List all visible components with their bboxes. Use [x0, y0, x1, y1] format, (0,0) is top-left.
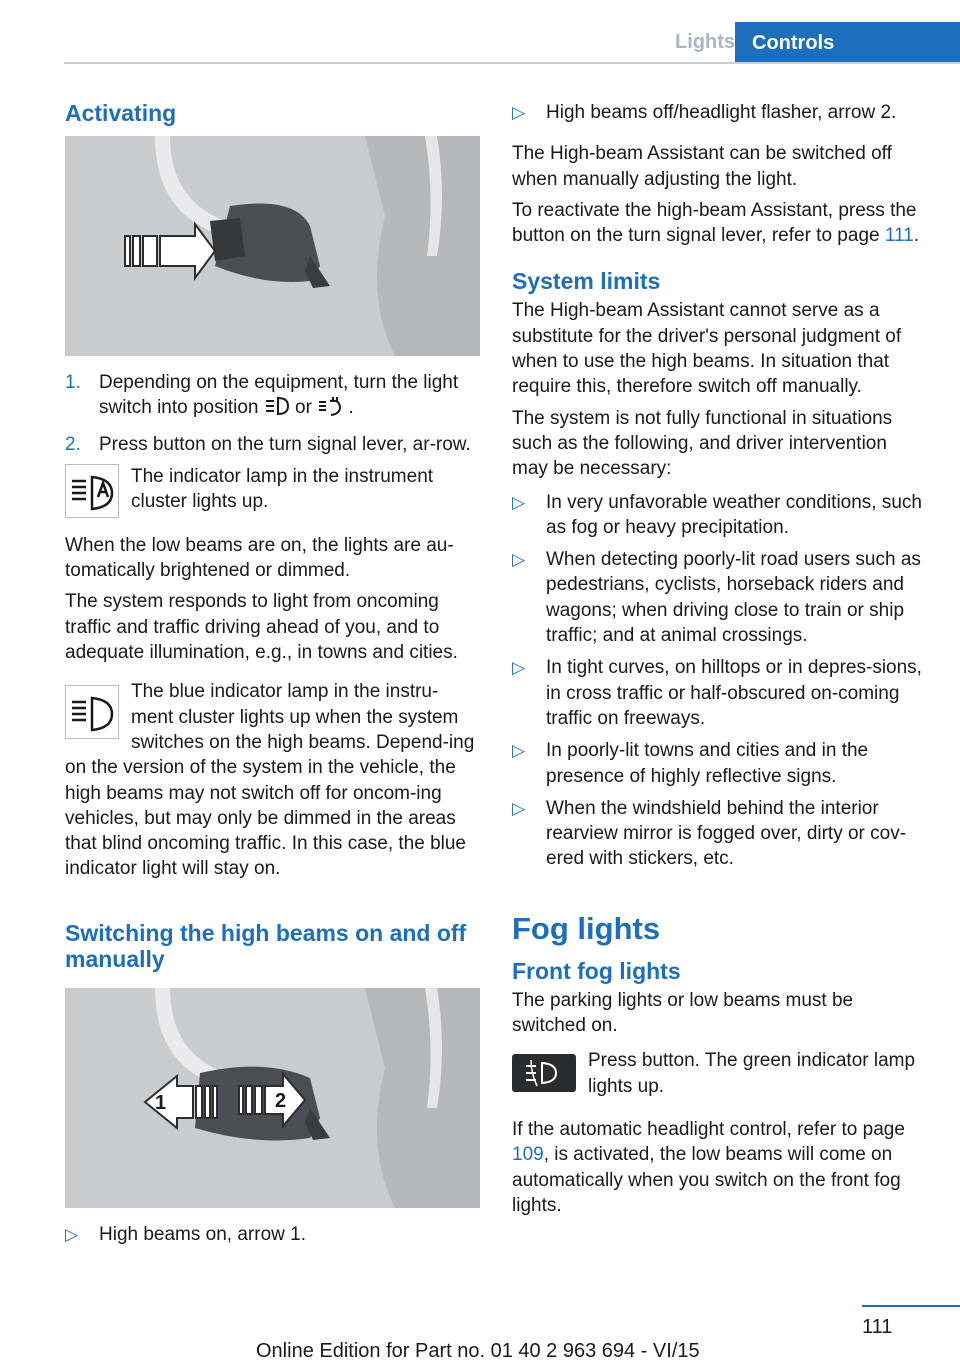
limit-bullet-text: In very unfavorable weather conditions, such as fog or heavy precipitation. — [546, 491, 922, 538]
system-limits-heading: System limits — [512, 268, 661, 295]
section-tab-lights: Lights — [675, 31, 735, 53]
limit-bullet-text: In tight curves, on hilltops or in depres-sions, in cross traffic or half-obscured on-coming traffic on freeways. — [546, 657, 922, 729]
para-reactivate — [512, 198, 928, 249]
high-beam-indicator-icon — [65, 685, 119, 739]
triangle-bullet-icon: ▷ — [512, 550, 526, 570]
para-switch-off: The High-beam Assistant can be switched off when manually adjusting the light. — [512, 143, 892, 190]
triangle-bullet-icon: ▷ — [512, 658, 526, 678]
triangle-bullet-icon: ▷ — [65, 1224, 79, 1244]
high-beam-assistant-position-icon — [264, 395, 290, 424]
triangle-bullet-icon: ▷ — [512, 798, 526, 818]
fog-para-1: The parking lights or low beams must be switched on. — [512, 989, 854, 1037]
limit-bullet-text: When the windshield behind the interior rearview mirror is fogged over, dirty or cov-ered with stickers, etc. — [546, 797, 907, 870]
limit-bullet — [512, 655, 928, 731]
limit-bullet — [512, 738, 928, 789]
limits-para-1: The High-beam Assistant cannot serve as a substitute for the driver's personal judgment of when to use the high beams. In situation that require this, therefore switch off manually. — [512, 300, 902, 398]
activating-heading: Activating — [65, 100, 177, 126]
para-system-responds: The system responds to light from oncoming traffic and traffic driving ahead of you, and to adequate illumination, e.g., in towns and cities. — [65, 591, 458, 664]
front-fog-lights-heading: Front fog lights — [512, 957, 681, 984]
indicator-note — [65, 464, 480, 519]
right-column — [512, 100, 928, 1224]
indicator-note-text: The indicator lamp in the instrument cluster lights up. — [131, 465, 434, 513]
page-link-111[interactable]: 111 — [884, 225, 914, 247]
turn-signal-lever-figure-2 — [65, 988, 480, 1208]
step-1-text: Depending on the equipment, turn the light switch into position — [99, 372, 459, 419]
blue-lamp-block — [65, 679, 480, 881]
triangle-bullet-icon: ▷ — [512, 103, 526, 122]
limit-bullet — [512, 796, 928, 872]
limit-bullet — [512, 547, 928, 648]
limit-bullet-text: In poorly-lit towns and cities and in the presence of highly reflective signs. — [546, 740, 869, 787]
triangle-bullet-icon: ▷ — [512, 741, 526, 761]
bullet-high-beams-on-text: High beams on, arrow 1. — [99, 1223, 306, 1245]
arrow-2-label: 2 — [275, 1089, 287, 1112]
fog-para-2 — [512, 1117, 928, 1218]
page-number: 111 — [862, 1316, 893, 1338]
step-1-end: . — [348, 397, 354, 419]
chapter-tab-controls: Controls — [735, 22, 960, 62]
front-fog-light-button-icon — [512, 1054, 576, 1092]
bullet-high-beams-on — [65, 1222, 480, 1247]
footer-rule — [862, 1305, 960, 1307]
fog-button-note — [512, 1048, 928, 1099]
bullet-high-beams-off — [512, 100, 928, 125]
limit-bullet — [512, 490, 928, 541]
triangle-bullet-icon: ▷ — [512, 492, 526, 512]
step-1-or: or — [295, 397, 312, 419]
para-low-beams: When the low beams are on, the lights are au-tomatically brightened or dimmed. — [65, 534, 454, 582]
step-1-number: 1. — [65, 372, 81, 393]
edition-footer: Online Edition for Part no. 01 40 2 963 694 - VI/15 — [256, 1340, 700, 1362]
fog-button-note-text: Press button. The green indicator lamp lights up. — [588, 1050, 916, 1097]
para-reactivate-text: To reactivate the high-beam Assistant, press the button on the turn signal lever, refer to page — [512, 199, 917, 247]
step-2-number: 2. — [65, 433, 81, 455]
left-column — [65, 100, 480, 1254]
limit-bullet-text: When detecting poorly-lit road users such as pedestrians, cyclists, horseback riders and wagons; when driving close to train or ship traffic; and at animal crossings. — [546, 549, 921, 647]
step-2-text: Press button on the turn signal lever, ar-row. — [99, 433, 471, 455]
fog-para-2-text-end: , is activated, the low beams will come on automatically when you switch on the front fog lights. — [512, 1144, 901, 1216]
high-beam-assistant-indicator-icon — [65, 464, 119, 518]
arrow-1-label: 1 — [155, 1091, 167, 1114]
para-reactivate-end: . — [913, 225, 920, 247]
auto-headlight-position-icon — [317, 395, 343, 424]
fog-lights-heading: Fog lights — [512, 910, 661, 946]
step-2 — [65, 432, 480, 457]
turn-signal-lever-figure-1 — [65, 136, 480, 356]
limits-para-2: The system is not fully functional in situations such as the following, and driver intervention may be necessary: — [512, 407, 893, 480]
manual-heading: Switching the high beams on and off manually — [65, 919, 467, 972]
step-1 — [65, 370, 480, 425]
page-link-109[interactable]: 109 — [512, 1144, 544, 1166]
blue-lamp-para: The blue indicator lamp in the instru-ment cluster lights up when the system switches on the high beams. Depend-ing on the version of the system in the vehicle, the high beams may not switch off for oncom-ing vehicles, but may only be dimmed in the areas that blind oncoming traffic. In this case, the blue indicator light will stay on. — [65, 681, 475, 880]
fog-para-2-text: If the automatic headlight control, refer to page — [512, 1118, 905, 1140]
running-header — [64, 0, 960, 64]
bullet-high-beams-off-text: High beams off/headlight flasher, arrow 2. — [546, 102, 897, 123]
